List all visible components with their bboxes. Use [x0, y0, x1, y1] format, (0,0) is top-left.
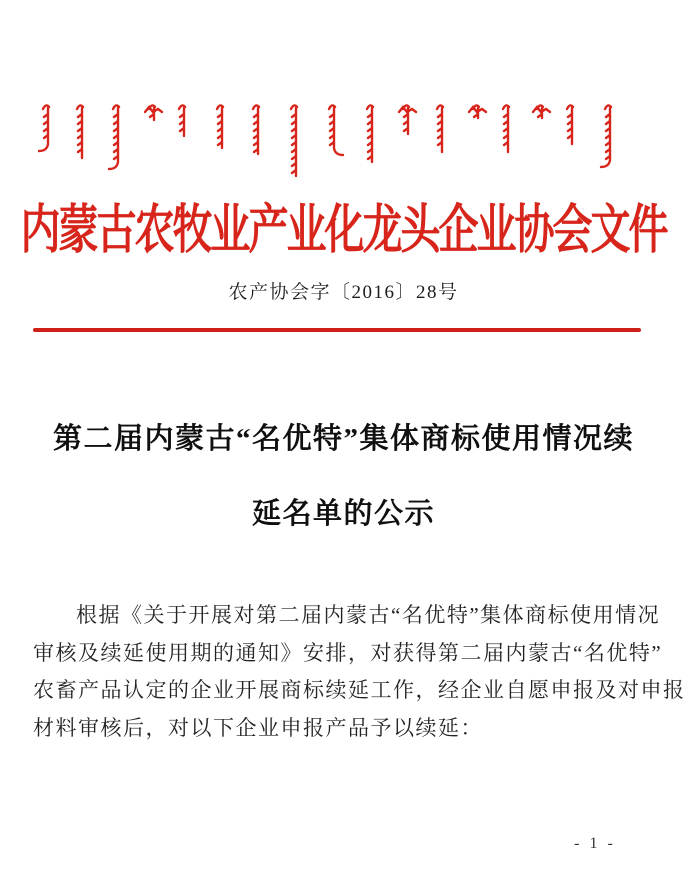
document-number: 农产协会字〔2016〕28号: [228, 282, 459, 303]
letterhead-org-title: 内蒙古农牧业产业化龙头企业协会文件: [20, 199, 667, 260]
mongolian-script-banner-icon: [38, 100, 650, 186]
page-number: - 1 -: [574, 835, 616, 852]
notice-title-line2: 延名单的公示: [251, 498, 435, 530]
notice-body: [33, 597, 686, 747]
letterhead-separator-line: [33, 328, 641, 332]
body-text-line: 材料审核后，对以下企业申报产品予以续延：: [33, 715, 483, 740]
body-text-line: 审核及续延使用期的通知》安排，对获得第二届内蒙古“名优特”: [33, 640, 663, 665]
body-text-line: 农畜产品认定的企业开展商标续延工作，经企业自愿申报及对申报: [33, 678, 686, 702]
body-text-line: 根据《关于开展对第二届内蒙古“名优特”集体商标使用情况: [76, 603, 661, 627]
notice-title-line1: 第二届内蒙古“名优特”集体商标使用情况续: [52, 423, 634, 455]
